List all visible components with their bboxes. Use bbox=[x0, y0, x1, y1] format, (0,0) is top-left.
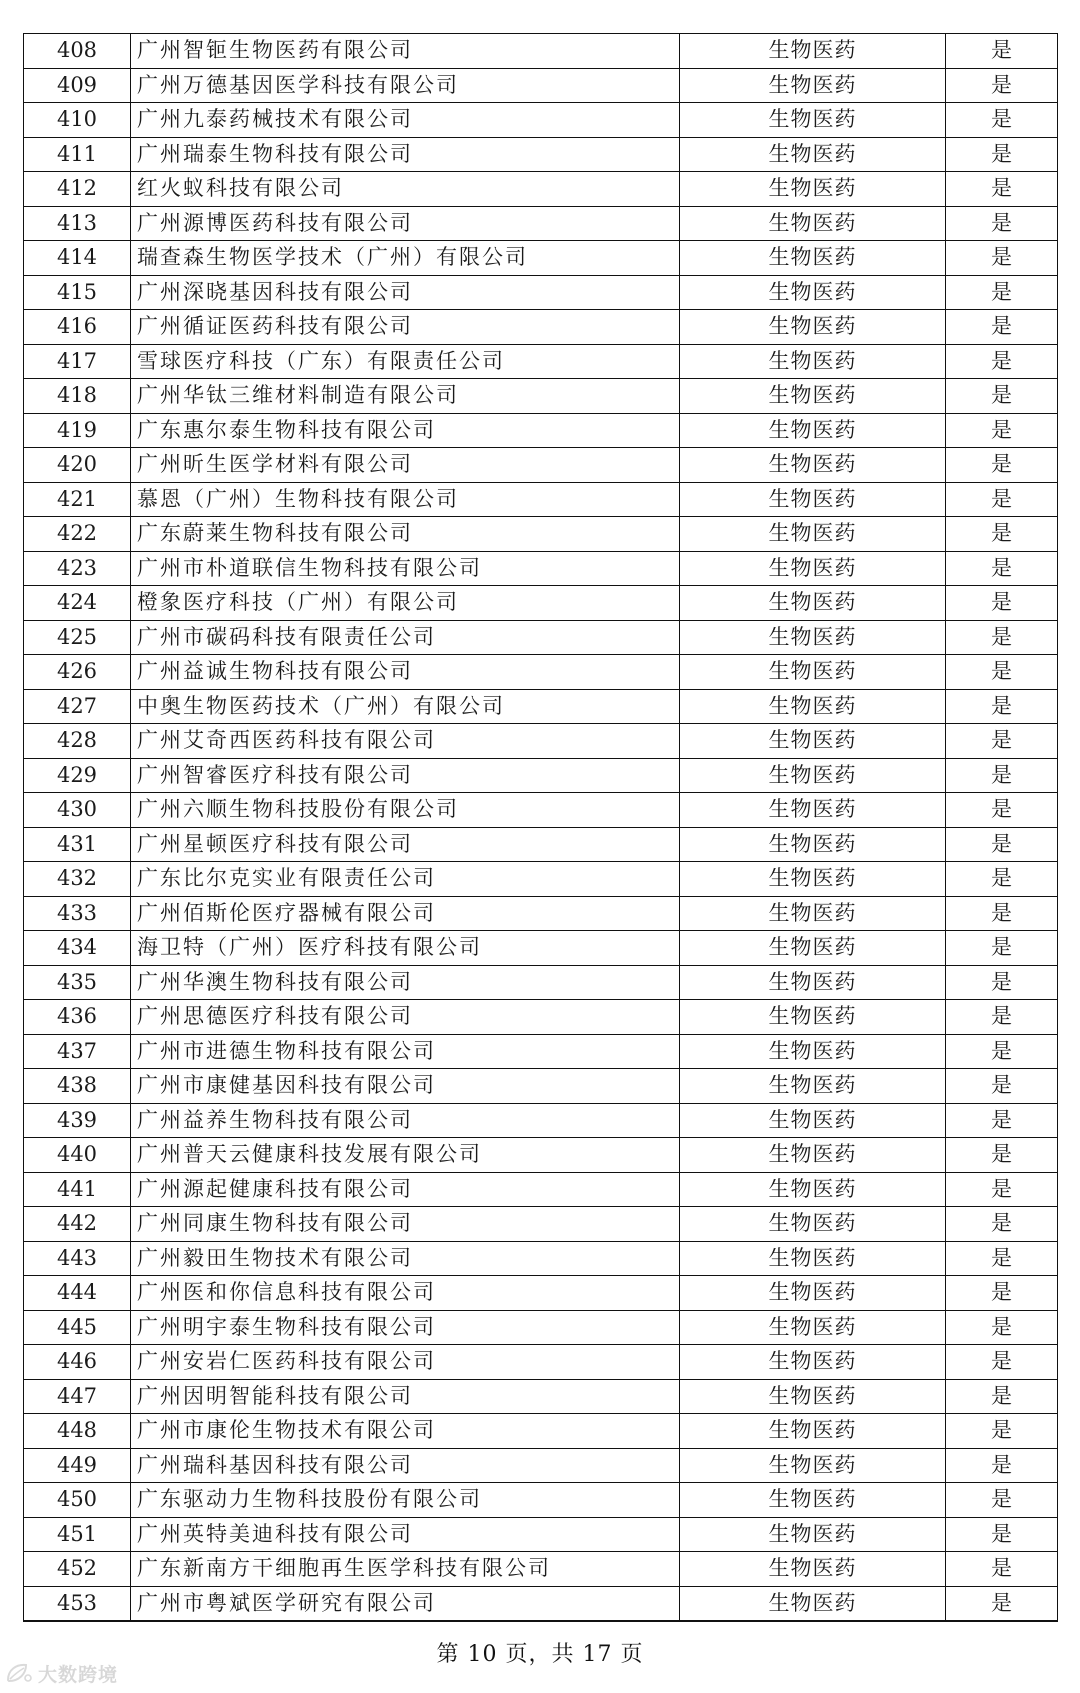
table-row bbox=[24, 1586, 1058, 1621]
table-row bbox=[24, 586, 1058, 621]
row-number: 434 bbox=[24, 931, 131, 966]
table-row bbox=[24, 1414, 1058, 1449]
flag-cell: 是 bbox=[946, 241, 1058, 276]
table-row bbox=[24, 620, 1058, 655]
industry-cell: 生物医药 bbox=[680, 344, 946, 379]
table-row bbox=[24, 793, 1058, 828]
industry-cell: 生物医药 bbox=[680, 241, 946, 276]
table-row bbox=[24, 241, 1058, 276]
table-row bbox=[24, 482, 1058, 517]
table-row bbox=[24, 103, 1058, 138]
flag-cell: 是 bbox=[946, 1448, 1058, 1483]
company-name: 广州市朴道联信生物科技有限公司 bbox=[131, 551, 680, 586]
table-row bbox=[24, 1034, 1058, 1069]
table-row bbox=[24, 896, 1058, 931]
company-name: 广州深晓基因科技有限公司 bbox=[131, 275, 680, 310]
table-row bbox=[24, 172, 1058, 207]
flag-cell: 是 bbox=[946, 1517, 1058, 1552]
table-row bbox=[24, 965, 1058, 1000]
flag-cell: 是 bbox=[946, 1207, 1058, 1242]
industry-cell: 生物医药 bbox=[680, 1069, 946, 1104]
industry-cell: 生物医药 bbox=[680, 724, 946, 759]
flag-cell: 是 bbox=[946, 482, 1058, 517]
row-number: 413 bbox=[24, 206, 131, 241]
industry-cell: 生物医药 bbox=[680, 206, 946, 241]
row-number: 415 bbox=[24, 275, 131, 310]
row-number: 438 bbox=[24, 1069, 131, 1104]
row-number: 452 bbox=[24, 1552, 131, 1587]
row-number: 429 bbox=[24, 758, 131, 793]
table-row bbox=[24, 1207, 1058, 1242]
row-number: 417 bbox=[24, 344, 131, 379]
table-row bbox=[24, 310, 1058, 345]
industry-cell: 生物医药 bbox=[680, 965, 946, 1000]
industry-cell: 生物医药 bbox=[680, 586, 946, 621]
industry-cell: 生物医药 bbox=[680, 1000, 946, 1035]
flag-cell: 是 bbox=[946, 1586, 1058, 1621]
company-name: 雪球医疗科技（广东）有限责任公司 bbox=[131, 344, 680, 379]
company-name: 广州英特美迪科技有限公司 bbox=[131, 1517, 680, 1552]
company-name: 广东惠尔泰生物科技有限公司 bbox=[131, 413, 680, 448]
row-number: 427 bbox=[24, 689, 131, 724]
company-name: 广州瑞泰生物科技有限公司 bbox=[131, 137, 680, 172]
flag-cell: 是 bbox=[946, 551, 1058, 586]
company-name: 广州艾奇西医药科技有限公司 bbox=[131, 724, 680, 759]
row-number: 448 bbox=[24, 1414, 131, 1449]
flag-cell: 是 bbox=[946, 344, 1058, 379]
company-name: 橙象医疗科技（广州）有限公司 bbox=[131, 586, 680, 621]
industry-cell: 生物医药 bbox=[680, 689, 946, 724]
industry-cell: 生物医药 bbox=[680, 551, 946, 586]
industry-cell: 生物医药 bbox=[680, 137, 946, 172]
flag-cell: 是 bbox=[946, 1483, 1058, 1518]
flag-cell: 是 bbox=[946, 1172, 1058, 1207]
industry-cell: 生物医药 bbox=[680, 103, 946, 138]
row-number: 416 bbox=[24, 310, 131, 345]
row-number: 432 bbox=[24, 862, 131, 897]
company-name: 广东新南方干细胞再生医学科技有限公司 bbox=[131, 1552, 680, 1587]
table-row bbox=[24, 724, 1058, 759]
row-number: 428 bbox=[24, 724, 131, 759]
row-number: 411 bbox=[24, 137, 131, 172]
company-name: 广州源起健康科技有限公司 bbox=[131, 1172, 680, 1207]
industry-cell: 生物医药 bbox=[680, 275, 946, 310]
row-number: 419 bbox=[24, 413, 131, 448]
row-number: 422 bbox=[24, 517, 131, 552]
table-row bbox=[24, 137, 1058, 172]
company-name: 广州市进德生物科技有限公司 bbox=[131, 1034, 680, 1069]
company-name: 广州瑞科基因科技有限公司 bbox=[131, 1448, 680, 1483]
table-row bbox=[24, 1483, 1058, 1518]
table-row bbox=[24, 1552, 1058, 1587]
table-row bbox=[24, 1069, 1058, 1104]
flag-cell: 是 bbox=[946, 413, 1058, 448]
flag-cell: 是 bbox=[946, 586, 1058, 621]
row-number: 431 bbox=[24, 827, 131, 862]
row-number: 443 bbox=[24, 1241, 131, 1276]
row-number: 447 bbox=[24, 1379, 131, 1414]
flag-cell: 是 bbox=[946, 1552, 1058, 1587]
table-row bbox=[24, 379, 1058, 414]
flag-cell: 是 bbox=[946, 310, 1058, 345]
industry-cell: 生物医药 bbox=[680, 517, 946, 552]
flag-cell: 是 bbox=[946, 931, 1058, 966]
industry-cell: 生物医药 bbox=[680, 931, 946, 966]
flag-cell: 是 bbox=[946, 379, 1058, 414]
industry-cell: 生物医药 bbox=[680, 482, 946, 517]
table-row bbox=[24, 448, 1058, 483]
row-number: 414 bbox=[24, 241, 131, 276]
industry-cell: 生物医药 bbox=[680, 1414, 946, 1449]
row-number: 426 bbox=[24, 655, 131, 690]
company-name: 广州普天云健康科技发展有限公司 bbox=[131, 1138, 680, 1173]
industry-cell: 生物医药 bbox=[680, 1483, 946, 1518]
industry-cell: 生物医药 bbox=[680, 758, 946, 793]
row-number: 446 bbox=[24, 1345, 131, 1380]
flag-cell: 是 bbox=[946, 34, 1058, 69]
flag-cell: 是 bbox=[946, 655, 1058, 690]
row-number: 453 bbox=[24, 1586, 131, 1621]
flag-cell: 是 bbox=[946, 862, 1058, 897]
flag-cell: 是 bbox=[946, 965, 1058, 1000]
table-row bbox=[24, 1103, 1058, 1138]
company-name: 广州益诚生物科技有限公司 bbox=[131, 655, 680, 690]
table-row bbox=[24, 1276, 1058, 1311]
table-row bbox=[24, 827, 1058, 862]
row-number: 408 bbox=[24, 34, 131, 69]
company-name: 广州华钛三维材料制造有限公司 bbox=[131, 379, 680, 414]
table-row bbox=[24, 655, 1058, 690]
flag-cell: 是 bbox=[946, 206, 1058, 241]
company-name: 红火蚁科技有限公司 bbox=[131, 172, 680, 207]
row-number: 436 bbox=[24, 1000, 131, 1035]
page-number: 第 10 页，共 17 页 bbox=[436, 1642, 644, 1667]
row-number: 442 bbox=[24, 1207, 131, 1242]
flag-cell: 是 bbox=[946, 620, 1058, 655]
industry-cell: 生物医药 bbox=[680, 1517, 946, 1552]
flag-cell: 是 bbox=[946, 827, 1058, 862]
industry-cell: 生物医药 bbox=[680, 379, 946, 414]
company-table-body bbox=[24, 34, 1058, 1622]
industry-cell: 生物医药 bbox=[680, 1345, 946, 1380]
row-number: 418 bbox=[24, 379, 131, 414]
flag-cell: 是 bbox=[946, 896, 1058, 931]
row-number: 435 bbox=[24, 965, 131, 1000]
table-row bbox=[24, 206, 1058, 241]
flag-cell: 是 bbox=[946, 1379, 1058, 1414]
industry-cell: 生物医药 bbox=[680, 34, 946, 69]
table-row bbox=[24, 931, 1058, 966]
company-name: 中奥生物医药技术（广州）有限公司 bbox=[131, 689, 680, 724]
table-row bbox=[24, 1345, 1058, 1380]
flag-cell: 是 bbox=[946, 1276, 1058, 1311]
company-table bbox=[23, 33, 1058, 1622]
company-name: 广州智睿医疗科技有限公司 bbox=[131, 758, 680, 793]
table-row bbox=[24, 1310, 1058, 1345]
table-row bbox=[24, 1448, 1058, 1483]
company-name: 广州明宇泰生物科技有限公司 bbox=[131, 1310, 680, 1345]
row-number: 433 bbox=[24, 896, 131, 931]
row-number: 439 bbox=[24, 1103, 131, 1138]
company-name: 慕恩（广州）生物科技有限公司 bbox=[131, 482, 680, 517]
table-row bbox=[24, 68, 1058, 103]
company-name: 广州佰斯伦医疗器械有限公司 bbox=[131, 896, 680, 931]
table-row bbox=[24, 1000, 1058, 1035]
flag-cell: 是 bbox=[946, 275, 1058, 310]
company-name: 广州市康伦生物技术有限公司 bbox=[131, 1414, 680, 1449]
row-number: 444 bbox=[24, 1276, 131, 1311]
industry-cell: 生物医药 bbox=[680, 1034, 946, 1069]
company-name: 广东比尔克实业有限责任公司 bbox=[131, 862, 680, 897]
row-number: 449 bbox=[24, 1448, 131, 1483]
table-row bbox=[24, 275, 1058, 310]
table-row bbox=[24, 1517, 1058, 1552]
flag-cell: 是 bbox=[946, 137, 1058, 172]
row-number: 424 bbox=[24, 586, 131, 621]
company-name: 广州昕生医学材料有限公司 bbox=[131, 448, 680, 483]
company-name: 广州市碳码科技有限责任公司 bbox=[131, 620, 680, 655]
company-name: 广州因明智能科技有限公司 bbox=[131, 1379, 680, 1414]
industry-cell: 生物医药 bbox=[680, 1103, 946, 1138]
row-number: 409 bbox=[24, 68, 131, 103]
row-number: 410 bbox=[24, 103, 131, 138]
industry-cell: 生物医药 bbox=[680, 1448, 946, 1483]
company-name: 广州星顿医疗科技有限公司 bbox=[131, 827, 680, 862]
table-row bbox=[24, 344, 1058, 379]
watermark-text: 大数跨境 bbox=[38, 1663, 119, 1686]
company-name: 广州市粤斌医学研究有限公司 bbox=[131, 1586, 680, 1621]
company-name: 海卫特（广州）医疗科技有限公司 bbox=[131, 931, 680, 966]
industry-cell: 生物医药 bbox=[680, 620, 946, 655]
flag-cell: 是 bbox=[946, 1310, 1058, 1345]
industry-cell: 生物医药 bbox=[680, 793, 946, 828]
table-row bbox=[24, 551, 1058, 586]
flag-cell: 是 bbox=[946, 724, 1058, 759]
flag-cell: 是 bbox=[946, 793, 1058, 828]
flag-cell: 是 bbox=[946, 758, 1058, 793]
industry-cell: 生物医药 bbox=[680, 413, 946, 448]
table-row bbox=[24, 862, 1058, 897]
industry-cell: 生物医药 bbox=[680, 448, 946, 483]
industry-cell: 生物医药 bbox=[680, 827, 946, 862]
flag-cell: 是 bbox=[946, 1034, 1058, 1069]
industry-cell: 生物医药 bbox=[680, 862, 946, 897]
row-number: 430 bbox=[24, 793, 131, 828]
table-row bbox=[24, 34, 1058, 69]
leaf-logo-icon bbox=[4, 1660, 34, 1686]
company-name: 广州万德基因医学科技有限公司 bbox=[131, 68, 680, 103]
row-number: 421 bbox=[24, 482, 131, 517]
flag-cell: 是 bbox=[946, 68, 1058, 103]
industry-cell: 生物医药 bbox=[680, 1552, 946, 1587]
flag-cell: 是 bbox=[946, 1069, 1058, 1104]
row-number: 437 bbox=[24, 1034, 131, 1069]
table-row bbox=[24, 689, 1058, 724]
flag-cell: 是 bbox=[946, 172, 1058, 207]
company-name: 广州市康健基因科技有限公司 bbox=[131, 1069, 680, 1104]
company-name: 广东蔚莱生物科技有限公司 bbox=[131, 517, 680, 552]
watermark bbox=[4, 1658, 118, 1688]
industry-cell: 生物医药 bbox=[680, 1310, 946, 1345]
row-number: 445 bbox=[24, 1310, 131, 1345]
table-row bbox=[24, 758, 1058, 793]
industry-cell: 生物医药 bbox=[680, 896, 946, 931]
company-name: 广州益养生物科技有限公司 bbox=[131, 1103, 680, 1138]
row-number: 451 bbox=[24, 1517, 131, 1552]
company-name: 广州毅田生物技术有限公司 bbox=[131, 1241, 680, 1276]
company-name: 广州循证医药科技有限公司 bbox=[131, 310, 680, 345]
flag-cell: 是 bbox=[946, 689, 1058, 724]
flag-cell: 是 bbox=[946, 1103, 1058, 1138]
company-name: 广州智钷生物医药有限公司 bbox=[131, 34, 680, 69]
flag-cell: 是 bbox=[946, 103, 1058, 138]
flag-cell: 是 bbox=[946, 1414, 1058, 1449]
company-name: 广州华澳生物科技有限公司 bbox=[131, 965, 680, 1000]
industry-cell: 生物医药 bbox=[680, 1172, 946, 1207]
flag-cell: 是 bbox=[946, 1345, 1058, 1380]
table-row bbox=[24, 1241, 1058, 1276]
table-row bbox=[24, 517, 1058, 552]
industry-cell: 生物医药 bbox=[680, 68, 946, 103]
industry-cell: 生物医药 bbox=[680, 1207, 946, 1242]
flag-cell: 是 bbox=[946, 1138, 1058, 1173]
table-row bbox=[24, 1138, 1058, 1173]
industry-cell: 生物医药 bbox=[680, 310, 946, 345]
company-name: 广州源博医药科技有限公司 bbox=[131, 206, 680, 241]
company-name: 瑞查森生物医学技术（广州）有限公司 bbox=[131, 241, 680, 276]
row-number: 412 bbox=[24, 172, 131, 207]
table-row bbox=[24, 413, 1058, 448]
row-number: 450 bbox=[24, 1483, 131, 1518]
company-name: 广州九泰药械技术有限公司 bbox=[131, 103, 680, 138]
table-row bbox=[24, 1172, 1058, 1207]
company-name: 广东驱动力生物科技股份有限公司 bbox=[131, 1483, 680, 1518]
company-name: 广州思德医疗科技有限公司 bbox=[131, 1000, 680, 1035]
table-row bbox=[24, 1379, 1058, 1414]
flag-cell: 是 bbox=[946, 1000, 1058, 1035]
row-number: 420 bbox=[24, 448, 131, 483]
row-number: 440 bbox=[24, 1138, 131, 1173]
industry-cell: 生物医药 bbox=[680, 1276, 946, 1311]
flag-cell: 是 bbox=[946, 1241, 1058, 1276]
company-name: 广州同康生物科技有限公司 bbox=[131, 1207, 680, 1242]
industry-cell: 生物医药 bbox=[680, 172, 946, 207]
flag-cell: 是 bbox=[946, 517, 1058, 552]
company-name: 广州医和你信息科技有限公司 bbox=[131, 1276, 680, 1311]
industry-cell: 生物医药 bbox=[680, 1379, 946, 1414]
industry-cell: 生物医药 bbox=[680, 1138, 946, 1173]
row-number: 425 bbox=[24, 620, 131, 655]
row-number: 441 bbox=[24, 1172, 131, 1207]
flag-cell: 是 bbox=[946, 448, 1058, 483]
industry-cell: 生物医药 bbox=[680, 1586, 946, 1621]
industry-cell: 生物医药 bbox=[680, 655, 946, 690]
industry-cell: 生物医药 bbox=[680, 1241, 946, 1276]
company-name: 广州安岩仁医药科技有限公司 bbox=[131, 1345, 680, 1380]
company-name: 广州六顺生物科技股份有限公司 bbox=[131, 793, 680, 828]
row-number: 423 bbox=[24, 551, 131, 586]
